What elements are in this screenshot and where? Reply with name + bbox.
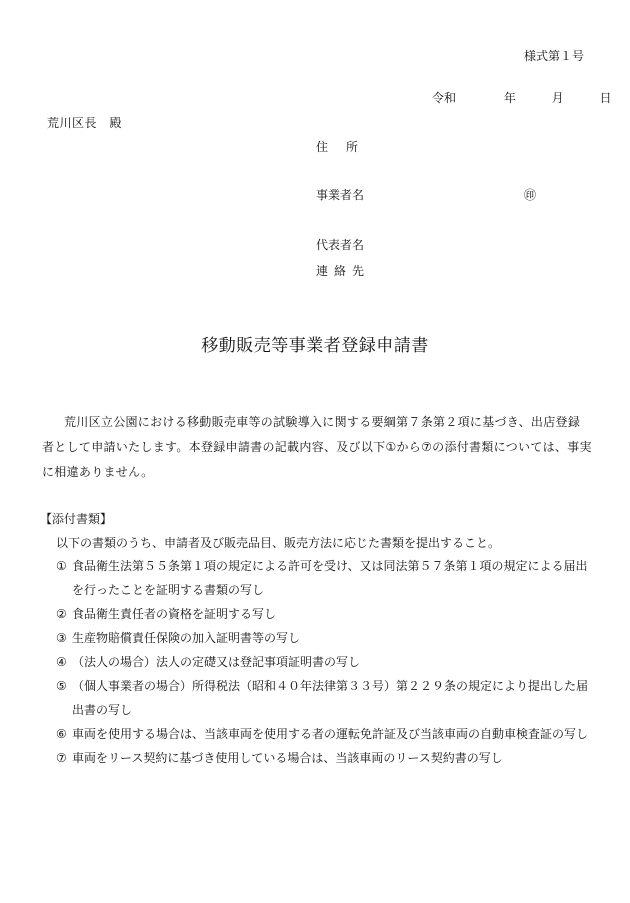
contact-label: 連絡先 (316, 264, 371, 278)
representative-label: 代表者名 (316, 238, 365, 252)
business-name-label: 事業者名 (316, 188, 365, 202)
declaration-paragraph: 荒川区立公園における移動販売車等の試験導入に関する要綱第７条第２項に基づき、出店登録者として申請いたします。本登録申請書の記載内容、及び以下①から⑦の添付書類については、事実に相違ありません。 (42, 415, 592, 479)
address-label: 住所 (316, 140, 377, 154)
attachment-text: （個人事業者の場合）所得税法（昭和４０年法律第３３号）第２２９条の規定により提出した届出書の写し (72, 679, 589, 717)
attachment-number: ③ (56, 631, 67, 645)
attachments-intro: 以下の書類のうち、申請者及び販売品目、販売方法に応じた書類を提出すること。 (56, 536, 501, 550)
attachment-number: ⑤ (56, 679, 67, 693)
attachment-item (56, 554, 596, 602)
attachment-number: ⑥ (56, 727, 67, 741)
attachment-item (56, 722, 596, 746)
attachment-number: ⑦ (56, 751, 67, 765)
attachments-heading: 【添付書類】 (40, 512, 113, 526)
attachments-list (56, 554, 596, 770)
document-title: 移動販売等事業者登録申請書 (201, 336, 429, 356)
date-year: 年 (503, 91, 516, 105)
attachment-text: 生産物賠償責任保険の加入証明書等の写し (72, 631, 301, 645)
seal-mark: ㊞ (524, 188, 537, 202)
attachment-item (56, 746, 596, 770)
attachment-text: 車両を使用する場合は、当該車両を使用する者の運転免許証及び当該車両の自動車検査証の写し (72, 727, 589, 741)
form-number: 様式第１号 (524, 49, 585, 63)
addressee: 荒川区長 殿 (47, 116, 123, 130)
attachment-number: ④ (56, 655, 67, 669)
attachment-item (56, 602, 596, 626)
date-era: 令和 (432, 91, 457, 105)
attachment-text: （法人の場合）法人の定礎又は登記事項証明書の写し (72, 655, 361, 669)
attachment-number: ② (56, 607, 67, 621)
attachment-item (56, 674, 596, 722)
attachment-text: 食品衛生法第５５条第１項の規定による許可を受け、又は同法第５７条第１項の規定による届出を行ったことを証明する書類の写し (72, 559, 588, 597)
attachment-item (56, 626, 596, 650)
attachment-number: ① (56, 559, 67, 573)
attachment-text: 車両をリース契約に基づき使用している場合は、当該車両のリース契約書の写し (72, 751, 503, 765)
date-day: 日 (599, 91, 612, 105)
date-line (432, 89, 612, 106)
attachment-text: 食品衛生責任者の資格を証明する写し (72, 607, 277, 621)
date-month: 月 (551, 91, 564, 105)
attachment-item (56, 650, 596, 674)
